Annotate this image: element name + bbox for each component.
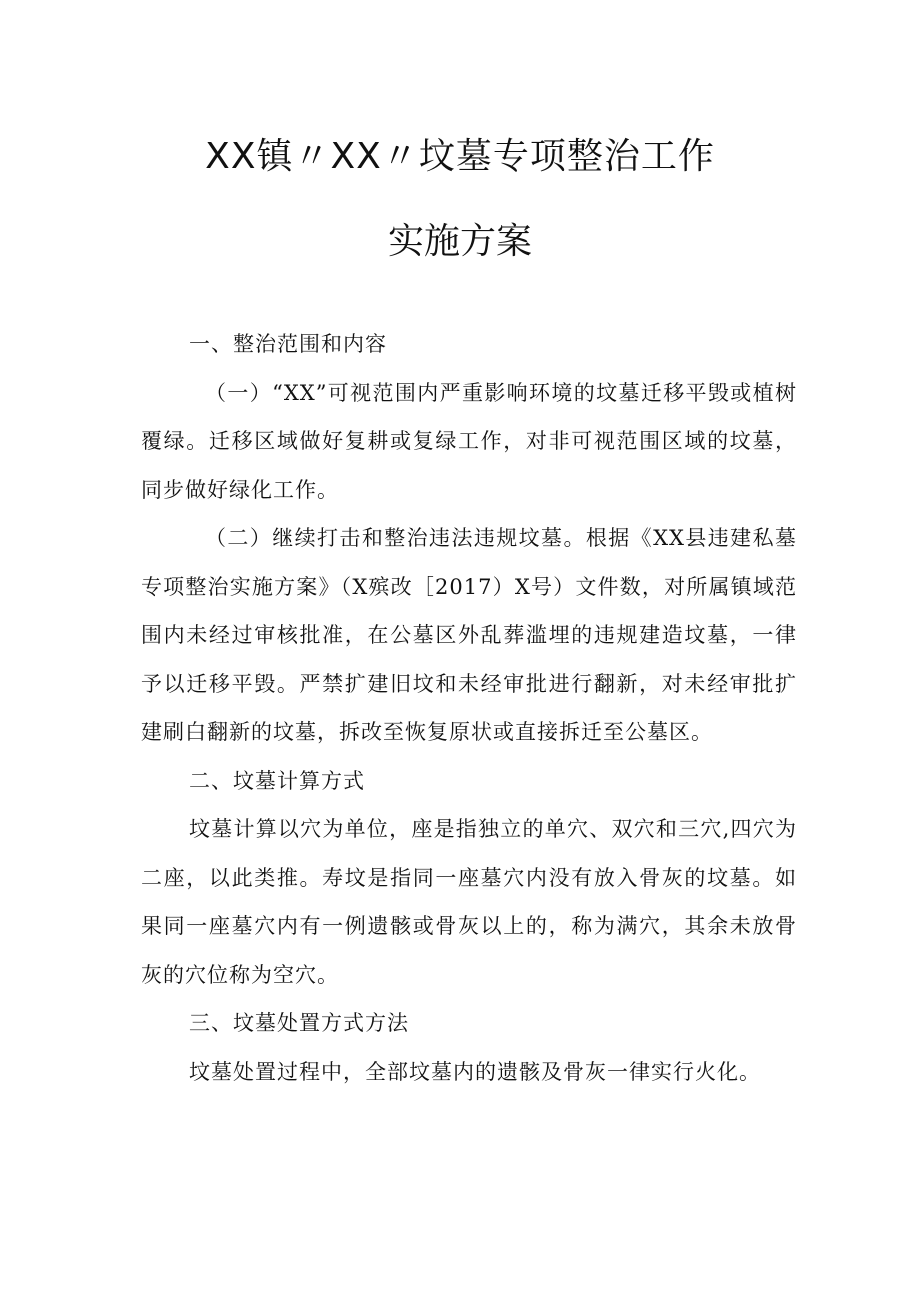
section-1-paragraph-2: （二）继续打击和整治违法违规坟墓。根据《XX县违建私墓专项整治实施方案》（X殡改［2017）X号）文件数，对所属镇域范围内未经过审核批准，在公墓区外乱葬滥埋的违规建造坟墓，一律予以迁移平毁。严禁扩建旧坟和未经审批进行翻新，对未经审批扩建刷白翻新的坟墓，拆改至恢复原状或直接拆迁至公墓区。 <box>141 526 797 744</box>
section-2-heading: 二、坟墓计算方式 <box>189 768 365 793</box>
section-3-heading: 三、坟墓处置方式方法 <box>189 1011 409 1035</box>
document-title-line-1: XX镇〃XX〃坟墓专项整治工作 <box>205 136 715 177</box>
section-1-paragraph-1: （一）“XX”可视范围内严重影响环境的坟墓迁移平毁或植树覆绿。迁移区域做好复耕或复绿工作，对非可视范围区域的坟墓，同步做好绿化工作。 <box>141 380 797 502</box>
document-body <box>141 320 797 1096</box>
section-2-paragraph-1: 坟墓计算以穴为单位，座是指独立的单穴、双穴和三穴,四穴为二座，以此类推。寿坟是指同一座墓穴内没有放入骨灰的坟墓。如果同一座墓穴内有一例遗骸或骨灰以上的，称为满穴，其余未放骨灰的穴位称为空穴。 <box>141 817 797 987</box>
section-3-paragraph-1: 坟墓处置过程中，全部坟墓内的遗骸及骨灰一律实行火化。 <box>189 1059 761 1084</box>
section-1-heading: 一、整治范围和内容 <box>189 332 387 356</box>
document-title-line-2: 实施方案 <box>387 221 532 262</box>
